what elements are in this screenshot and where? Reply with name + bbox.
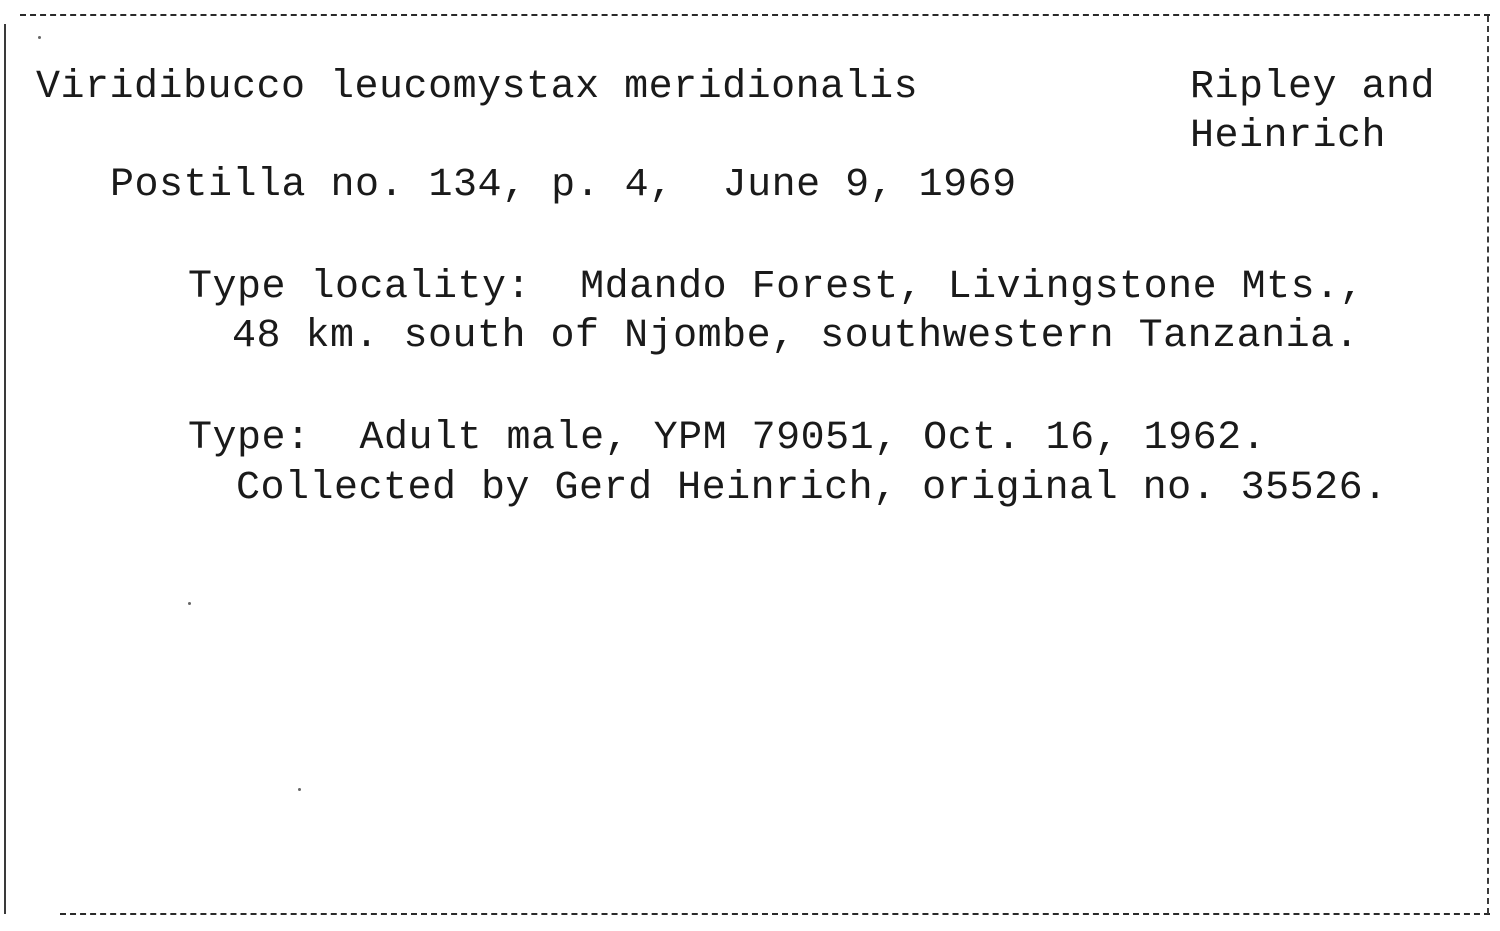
speck — [188, 602, 191, 605]
authors-line-2: Heinrich — [1190, 114, 1387, 159]
card-border-top — [20, 14, 1490, 16]
authors-line-1: Ripley and — [1190, 65, 1436, 110]
type-specimen-line-1: Type: Adult male, YPM 79051, Oct. 16, 1962. — [188, 416, 1267, 461]
type-locality-line-1: Type locality: Mdando Forest, Livingstone Mts., — [188, 265, 1365, 310]
taxon-name: Viridibucco leucomystax meridionalis — [36, 65, 919, 110]
citation: Postilla no. 134, p. 4, June 9, 1969 — [110, 163, 1017, 208]
card-border-left — [4, 24, 6, 914]
speck — [298, 788, 301, 791]
type-locality-line-2: 48 km. south of Njombe, southwestern Tanzania. — [232, 314, 1360, 359]
type-specimen-line-2: Collected by Gerd Heinrich, original no. 35526. — [236, 466, 1388, 511]
speck — [38, 36, 41, 39]
card-border-right — [1487, 16, 1489, 914]
card-border-bottom — [60, 913, 1490, 915]
